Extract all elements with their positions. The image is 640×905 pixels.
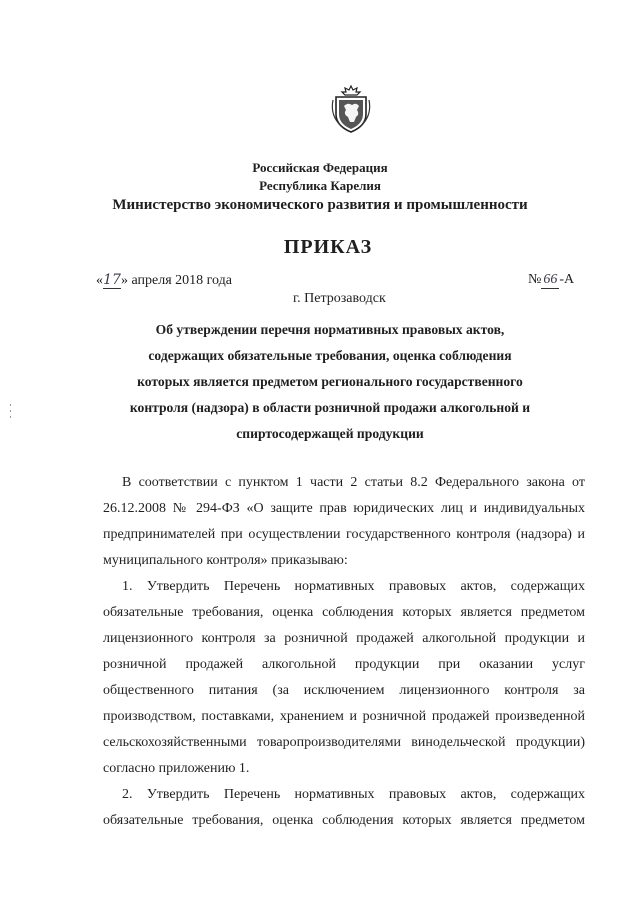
text-line: розничной продажей алкогольной продукции при оказании услуг (103, 657, 585, 672)
text-line: муниципального контроля» приказываю: (103, 553, 348, 568)
text-line: обязательные требования, оценка соблюдения которых является предметом (103, 813, 585, 828)
text-line: согласно приложению 1. (103, 761, 250, 776)
subject-line: Об утверждении перечня нормативных правовых актов, (155, 322, 505, 337)
clause-1-paragraph (103, 574, 585, 782)
country-name: Российская Федерация (252, 160, 388, 175)
order-subject (120, 317, 540, 447)
subject-line: контроля (надзора) в области розничной продажи алкогольной и (129, 400, 531, 415)
scan-margin-mark (10, 416, 11, 418)
date-day-handwritten: 17 (103, 272, 121, 288)
scan-margin-mark (10, 404, 11, 406)
clause-2-paragraph (103, 782, 585, 834)
republic-name: Республика Карелия (259, 178, 381, 193)
document-type-title: ПРИКАЗ (283, 236, 373, 258)
text-line: 2. Утвердить Перечень нормативных правовых актов, содержащих (122, 787, 585, 802)
date-open-quote: « (96, 273, 103, 288)
number-sign: № (528, 272, 542, 287)
text-line: сельскохозяйственными товаропроизводителями винодельческой продукции) (103, 735, 585, 750)
document-number (528, 272, 574, 289)
subject-line: содержащих обязательные требования, оценка соблюдения (148, 348, 512, 363)
preamble-paragraph (103, 470, 585, 574)
ministry-name: Министерство экономического развития и промышленности (112, 197, 528, 213)
text-line: обязательные требования, оценка соблюдения которых является предметом (103, 605, 585, 620)
text-line: лицензионного контроля за розничной продажей алкогольной продукции и (103, 631, 585, 646)
scan-margin-mark (10, 410, 11, 412)
number-suffix: -А (559, 272, 575, 287)
text-line: В соответствии с пунктом 1 части 2 статьи 8.2 Федерального закона от (122, 475, 585, 490)
order-body (103, 470, 585, 834)
city-name: г. Петрозаводск (293, 291, 386, 306)
subject-line: спиртосодержащей продукции (236, 426, 424, 441)
coat-of-arms-emblem (330, 84, 372, 134)
text-line: производством, поставками, хранением и розничной продажей произведенной (103, 709, 585, 724)
text-line: 1. Утвердить Перечень нормативных правовых актов, содержащих (122, 579, 585, 594)
text-line: общественного питания (за исключением лицензионного контроля за (103, 683, 585, 698)
subject-line: которых является предметом регионального государственного (137, 374, 523, 389)
number-handwritten: 66 (543, 272, 558, 287)
document-date (96, 272, 232, 289)
date-month-year: » апреля 2018 года (121, 273, 232, 288)
text-line: предпринимателей при осуществлении государственного контроля (надзора) и (103, 527, 585, 542)
text-line: 26.12.2008 № 294-ФЗ «О защите прав юридических лиц и индивидуальных (103, 501, 585, 516)
